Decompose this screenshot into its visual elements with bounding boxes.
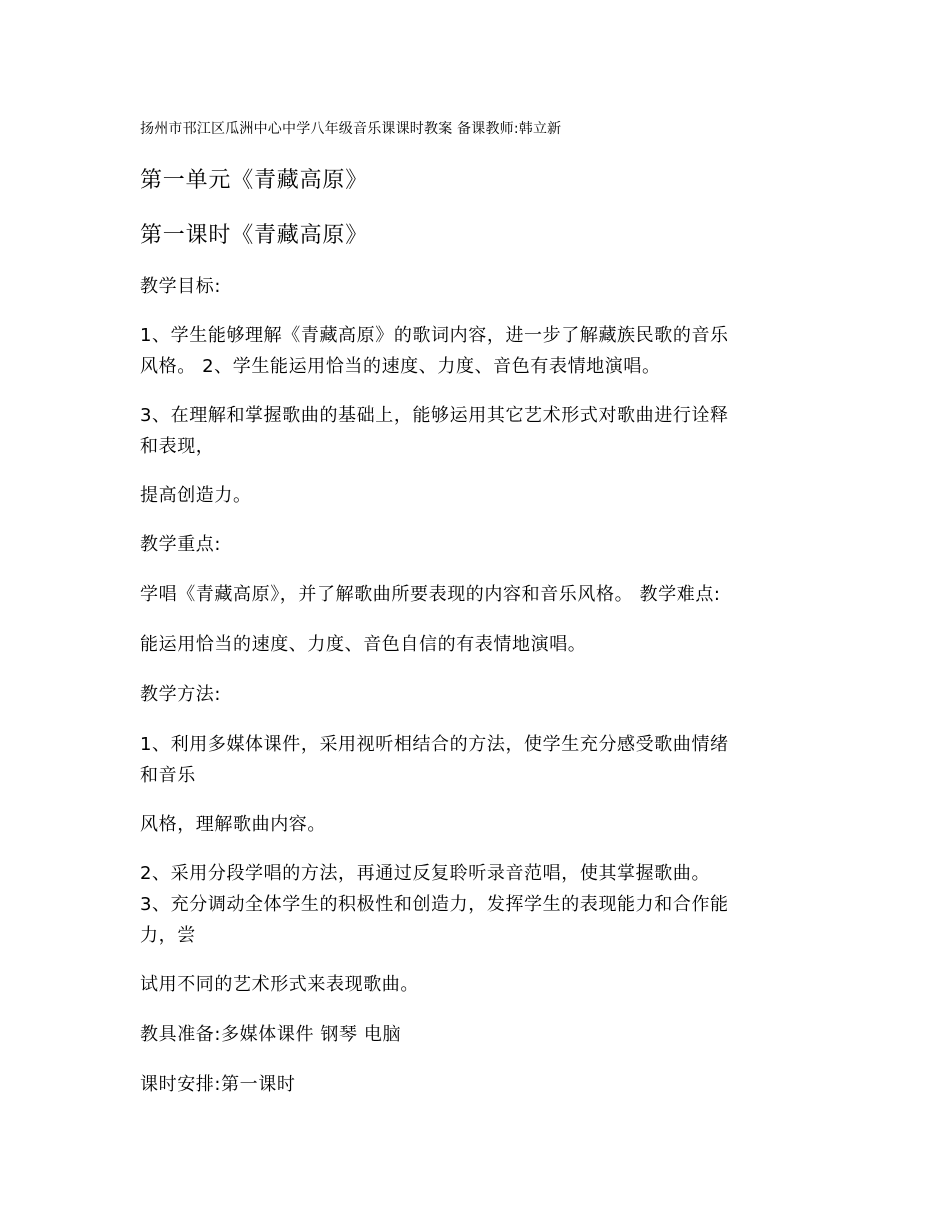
unit-title: 第一单元《青藏高原》 bbox=[140, 168, 369, 193]
paragraph-line: 2、采用分段学唱的方法，再通过反复聆听录音范唱，使其掌握歌曲。 bbox=[140, 863, 711, 884]
paragraph-line: 能运用恰当的速度、力度、音色自信的有表情地演唱。 bbox=[140, 634, 587, 655]
paragraph-line: 和音乐 bbox=[140, 765, 196, 786]
paragraph-line: 提高创造力。 bbox=[140, 485, 252, 506]
lesson-title: 第一课时《青藏高原》 bbox=[140, 223, 369, 248]
paragraph-line: 3、在理解和掌握歌曲的基础上，能够运用其它艺术形式对歌曲进行诠释 bbox=[140, 405, 729, 426]
paragraph-line: 1、学生能够理解《青藏高原》的歌词内容，进一步了解藏族民歌的音乐 bbox=[140, 325, 729, 346]
section-heading-key-points: 教学重点: bbox=[140, 534, 222, 555]
paragraph-line: 试用不同的艺术形式来表现歌曲。 bbox=[140, 974, 419, 995]
paragraph-line: 和表现， bbox=[140, 436, 215, 457]
paragraph-line: 风格，理解歌曲内容。 bbox=[140, 814, 326, 835]
paragraph-line: 力，尝 bbox=[140, 925, 196, 946]
section-line-schedule: 课时安排:第一课时 bbox=[140, 1074, 296, 1095]
section-heading-objectives: 教学目标: bbox=[140, 276, 222, 297]
document-header: 扬州市邗江区瓜洲中心中学八年级音乐课课时教案 备课教师:韩立新 bbox=[140, 121, 562, 137]
section-line-teaching-aids: 教具准备:多媒体课件 钢琴 电脑 bbox=[140, 1024, 402, 1045]
paragraph-line: 1、利用多媒体课件，采用视听相结合的方法，使学生充分感受歌曲情绪 bbox=[140, 734, 729, 755]
section-heading-methods: 教学方法: bbox=[140, 684, 222, 705]
paragraph-line: 学唱《青藏高原》，并了解歌曲所要表现的内容和音乐风格。 教学难点: bbox=[140, 584, 721, 605]
paragraph-line: 风格。 2、学生能运用恰当的速度、力度、音色有表情地演唱。 bbox=[140, 356, 661, 377]
paragraph-line: 3、充分调动全体学生的积极性和创造力，发挥学生的表现能力和合作能 bbox=[140, 894, 729, 915]
